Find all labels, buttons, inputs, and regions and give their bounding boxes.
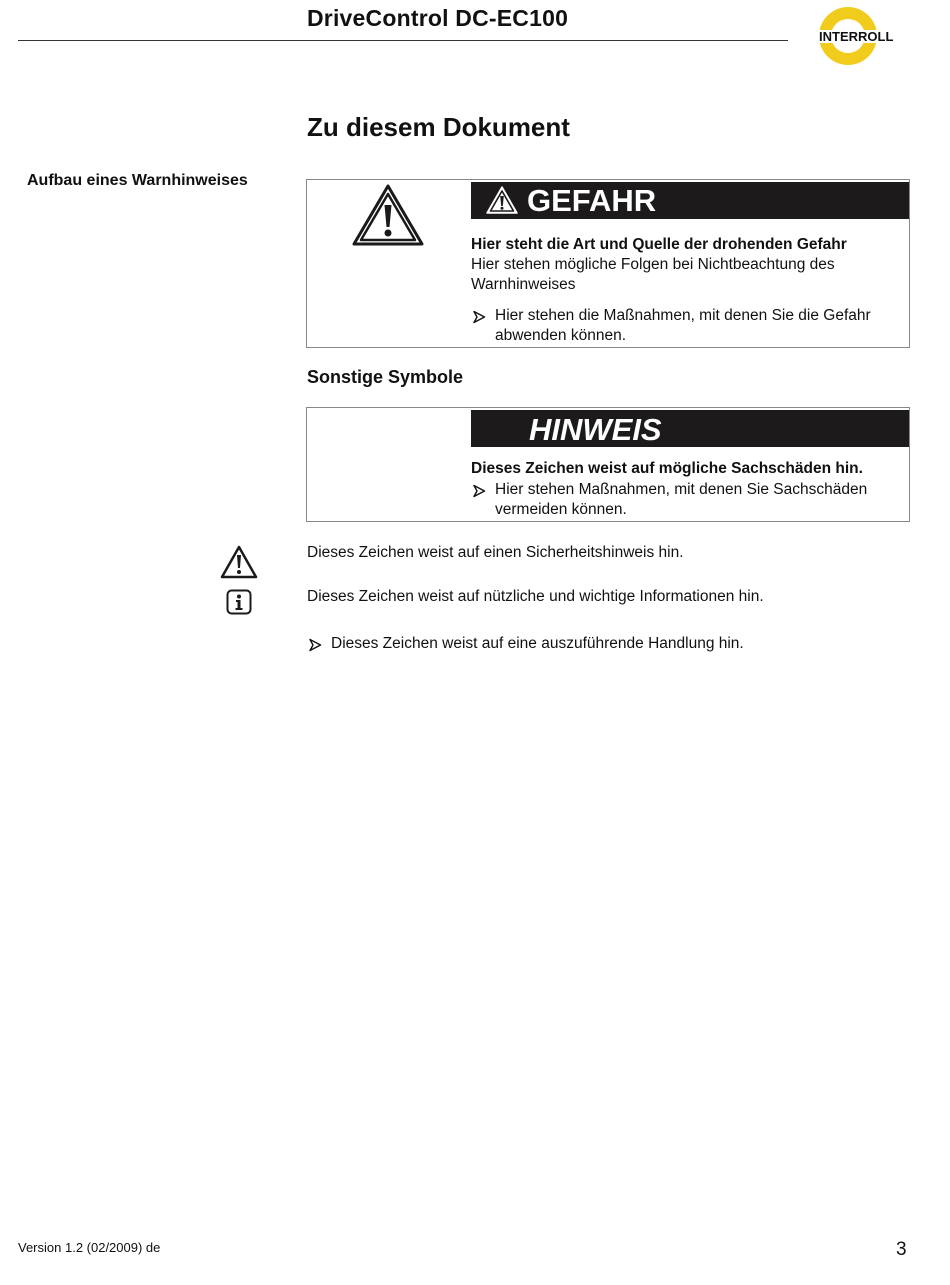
symbol-text-info: Dieses Zeichen weist auf nützliche und wichtige Informationen hin. bbox=[307, 588, 764, 605]
header-divider bbox=[18, 40, 788, 41]
warning-triangle-icon bbox=[352, 183, 424, 247]
info-icon bbox=[226, 589, 252, 615]
signal-bar-note bbox=[471, 410, 909, 447]
document-title: DriveControl DC-EC100 bbox=[307, 5, 569, 31]
danger-headline: Hier steht die Art und Quelle der drohenden Gefahr bbox=[471, 236, 847, 253]
arrow-bullet-icon bbox=[472, 484, 486, 498]
page-number: 3 bbox=[896, 1239, 907, 1260]
note-measure-line2: vermeiden können. bbox=[495, 501, 627, 518]
arrow-bullet-icon bbox=[308, 638, 322, 652]
logo-text: INTERROLL bbox=[819, 29, 894, 44]
note-measure-line1: Hier stehen Maßnahmen, mit denen Sie Sachschäden bbox=[495, 481, 868, 498]
side-label: Aufbau eines Warnhinweises bbox=[27, 172, 248, 189]
warning-triangle-icon bbox=[485, 185, 519, 215]
note-box bbox=[306, 407, 910, 522]
footer-version: Version 1.2 (02/2009) de bbox=[18, 1240, 161, 1255]
danger-warning-box bbox=[306, 179, 910, 348]
symbol-text-action: Dieses Zeichen weist auf eine auszuführende Handlung hin. bbox=[331, 635, 744, 652]
interroll-logo bbox=[816, 4, 912, 68]
danger-consequence-line1: Hier stehen mögliche Folgen bei Nichtbeachtung des bbox=[471, 256, 835, 273]
signal-word: GEFAHR bbox=[527, 183, 657, 218]
signal-word: HINWEIS bbox=[529, 412, 662, 447]
signal-bar-danger bbox=[471, 182, 909, 219]
arrow-bullet-icon bbox=[472, 310, 486, 324]
danger-consequence-line2: Warnhinweises bbox=[471, 276, 576, 293]
symbol-text-warning: Dieses Zeichen weist auf einen Sicherheitshinweis hin. bbox=[307, 544, 684, 561]
sub-title: Sonstige Symbole bbox=[307, 367, 464, 387]
danger-measure-line1: Hier stehen die Maßnahmen, mit denen Sie die Gefahr bbox=[495, 307, 871, 324]
note-headline: Dieses Zeichen weist auf mögliche Sachschäden hin. bbox=[471, 460, 863, 477]
warning-triangle-icon bbox=[220, 545, 258, 579]
danger-measure-line2: abwenden können. bbox=[495, 327, 627, 344]
section-title: Zu diesem Dokument bbox=[307, 112, 570, 142]
